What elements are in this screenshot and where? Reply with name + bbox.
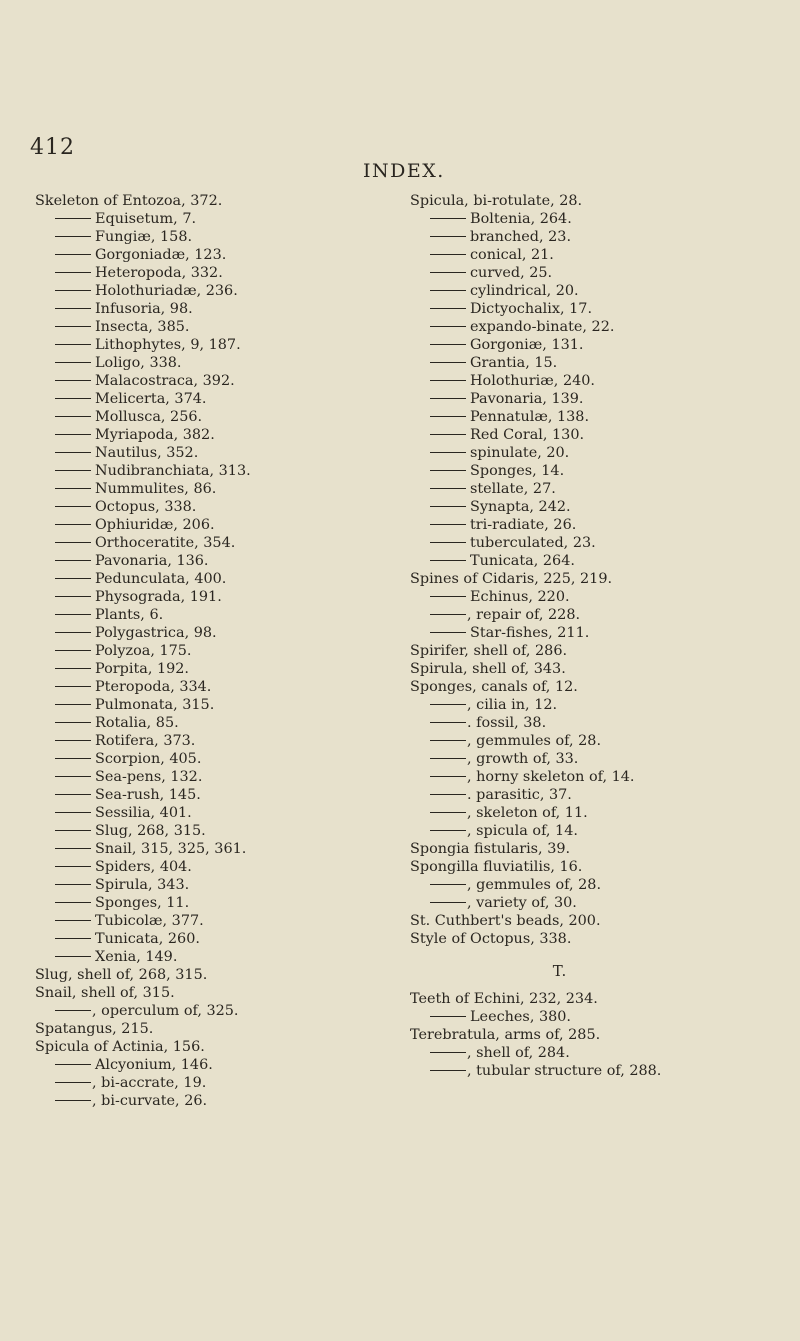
index-entry: Star-fishes, 211. bbox=[410, 624, 780, 642]
index-entry: Spirula, shell of, 343. bbox=[410, 661, 566, 677]
index-entry: Style of Octopus, 338. bbox=[410, 931, 572, 947]
index-entry: Polyzoa, 175. bbox=[35, 642, 405, 660]
index-entry: Spatangus, 215. bbox=[35, 1021, 154, 1037]
index-entry: Myriapoda, 382. bbox=[35, 426, 405, 444]
index-entry: Red Coral, 130. bbox=[410, 426, 780, 444]
index-entry: Orthoceratite, 354. bbox=[35, 534, 405, 552]
index-entry: Pedunculata, 400. bbox=[35, 570, 405, 588]
section-letter-t: T. bbox=[552, 962, 568, 980]
index-entry: Sea-rush, 145. bbox=[35, 786, 405, 804]
index-entry: , operculum of, 325. bbox=[35, 1002, 405, 1020]
index-entry: tri-radiate, 26. bbox=[410, 516, 780, 534]
index-entry: Synapta, 242. bbox=[410, 498, 780, 516]
index-entry: expando-binate, 22. bbox=[410, 318, 780, 336]
index-entry: Leeches, 380. bbox=[410, 1008, 780, 1026]
index-entry: Malacostraca, 392. bbox=[35, 372, 405, 390]
index-entry: Pavonaria, 136. bbox=[35, 552, 405, 570]
index-entry: , shell of, 284. bbox=[410, 1044, 780, 1062]
index-entry: Skeleton of Entozoa, 372. bbox=[35, 193, 223, 209]
index-entry: Tubicolæ, 377. bbox=[35, 912, 405, 930]
index-entry: Pennatulæ, 138. bbox=[410, 408, 780, 426]
index-entry: Rotalia, 85. bbox=[35, 714, 405, 732]
index-entry: Nudibranchiata, 313. bbox=[35, 462, 405, 480]
index-entry: Tunicata, 260. bbox=[35, 930, 405, 948]
page-number: 412 bbox=[30, 135, 75, 160]
index-entry: branched, 23. bbox=[410, 228, 780, 246]
index-entry: Holothuriæ, 240. bbox=[410, 372, 780, 390]
index-entry: Spirula, 343. bbox=[35, 876, 405, 894]
index-entry: Gorgoniadæ, 123. bbox=[35, 246, 405, 264]
index-entry: Loligo, 338. bbox=[35, 354, 405, 372]
index-entry: Snail, 315, 325, 361. bbox=[35, 840, 405, 858]
index-entry: stellate, 27. bbox=[410, 480, 780, 498]
index-entry: , repair of, 228. bbox=[410, 606, 780, 624]
index-entry: Octopus, 338. bbox=[35, 498, 405, 516]
index-entry: Sponges, 14. bbox=[410, 462, 780, 480]
index-entry: Nautilus, 352. bbox=[35, 444, 405, 462]
index-entry: Echinus, 220. bbox=[410, 588, 780, 606]
index-entry: , skeleton of, 11. bbox=[410, 804, 780, 822]
index-entry: , gemmules of, 28. bbox=[410, 876, 780, 894]
index-entry: Terebratula, arms of, 285. bbox=[410, 1027, 601, 1043]
running-head: INDEX. bbox=[363, 160, 445, 182]
index-entry: . fossil, 38. bbox=[410, 714, 780, 732]
index-entry: , cilia in, 12. bbox=[410, 696, 780, 714]
index-entry: Holothuriadæ, 236. bbox=[35, 282, 405, 300]
index-entry: Nummulites, 86. bbox=[35, 480, 405, 498]
index-entry: Heteropoda, 332. bbox=[35, 264, 405, 282]
index-entry: Physograda, 191. bbox=[35, 588, 405, 606]
index-entry: Melicerta, 374. bbox=[35, 390, 405, 408]
index-entry: Infusoria, 98. bbox=[35, 300, 405, 318]
index-entry: Scorpion, 405. bbox=[35, 750, 405, 768]
index-column-left bbox=[35, 192, 405, 1110]
index-entry: , spicula of, 14. bbox=[410, 822, 780, 840]
index-entry: , bi-accrate, 19. bbox=[35, 1074, 405, 1092]
index-entry: Fungiæ, 158. bbox=[35, 228, 405, 246]
index-entry: Grantia, 15. bbox=[410, 354, 780, 372]
index-entry: Plants, 6. bbox=[35, 606, 405, 624]
index-entry: Boltenia, 264. bbox=[410, 210, 780, 228]
index-entry: cylindrical, 20. bbox=[410, 282, 780, 300]
index-column-right bbox=[410, 192, 780, 1080]
index-entry: Sessilia, 401. bbox=[35, 804, 405, 822]
index-entry: Ophiuridæ, 206. bbox=[35, 516, 405, 534]
index-entry: Mollusca, 256. bbox=[35, 408, 405, 426]
index-entry: Gorgoniæ, 131. bbox=[410, 336, 780, 354]
index-entry: Xenia, 149. bbox=[35, 948, 405, 966]
index-entry: Insecta, 385. bbox=[35, 318, 405, 336]
index-entry: Pavonaria, 139. bbox=[410, 390, 780, 408]
index-entry: Slug, 268, 315. bbox=[35, 822, 405, 840]
index-entry: Tunicata, 264. bbox=[410, 552, 780, 570]
index-entry: , bi-curvate, 26. bbox=[35, 1092, 405, 1110]
index-entry: Sponges, 11. bbox=[35, 894, 405, 912]
index-entry: Rotifera, 373. bbox=[35, 732, 405, 750]
index-entry: . parasitic, 37. bbox=[410, 786, 780, 804]
index-entry: Spongia fistularis, 39. bbox=[410, 841, 571, 857]
index-entry: Lithophytes, 9, 187. bbox=[35, 336, 405, 354]
index-entry: Polygastrica, 98. bbox=[35, 624, 405, 642]
index-entry: Spicula, bi-rotulate, 28. bbox=[410, 193, 583, 209]
index-entry: Pulmonata, 315. bbox=[35, 696, 405, 714]
index-entry: Alcyonium, 146. bbox=[35, 1056, 405, 1074]
index-entry: Pteropoda, 334. bbox=[35, 678, 405, 696]
index-entry: , horny skeleton of, 14. bbox=[410, 768, 780, 786]
index-entry: Spongilla fluviatilis, 16. bbox=[410, 859, 583, 875]
index-entry: Spicula of Actinia, 156. bbox=[35, 1039, 205, 1055]
index-entry: Spiders, 404. bbox=[35, 858, 405, 876]
index-entry: conical, 21. bbox=[410, 246, 780, 264]
index-entry: Sea-pens, 132. bbox=[35, 768, 405, 786]
index-entry: Sponges, canals of, 12. bbox=[410, 679, 578, 695]
index-entry: Spines of Cidaris, 225, 219. bbox=[410, 571, 613, 587]
index-entry: Equisetum, 7. bbox=[35, 210, 405, 228]
index-entry: Slug, shell of, 268, 315. bbox=[35, 967, 208, 983]
index-entry: St. Cuthbert's beads, 200. bbox=[410, 913, 601, 929]
index-entry: , variety of, 30. bbox=[410, 894, 780, 912]
index-entry: , gemmules of, 28. bbox=[410, 732, 780, 750]
index-entry: tuberculated, 23. bbox=[410, 534, 780, 552]
index-entry: spinulate, 20. bbox=[410, 444, 780, 462]
index-entry: Spirifer, shell of, 286. bbox=[410, 643, 568, 659]
index-entry: curved, 25. bbox=[410, 264, 780, 282]
index-entry: Dictyochalix, 17. bbox=[410, 300, 780, 318]
index-entry: Porpita, 192. bbox=[35, 660, 405, 678]
index-entry: , growth of, 33. bbox=[410, 750, 780, 768]
index-entry: Snail, shell of, 315. bbox=[35, 985, 175, 1001]
index-entry: Teeth of Echini, 232, 234. bbox=[410, 991, 598, 1007]
index-entry: , tubular structure of, 288. bbox=[410, 1062, 780, 1080]
